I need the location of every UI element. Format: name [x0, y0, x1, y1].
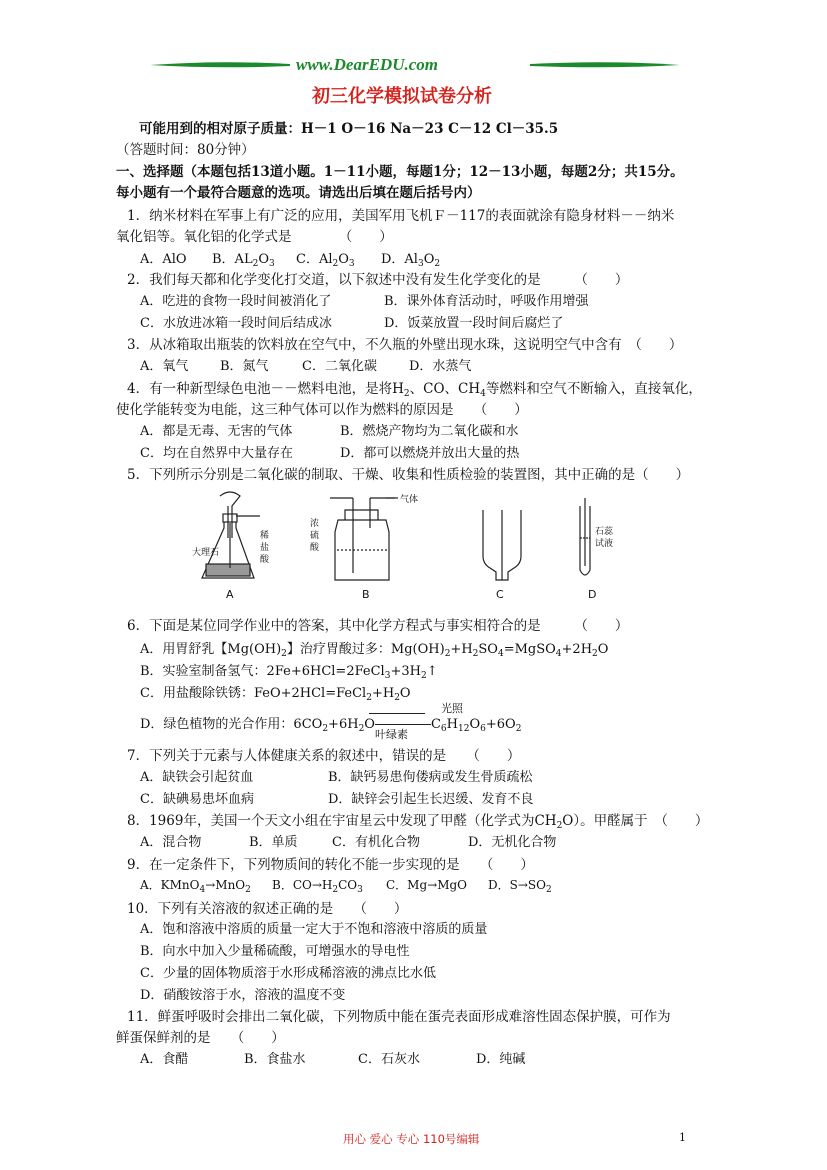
q2-option-c: C．水放进冰箱一段时间后结成冰	[140, 316, 332, 331]
q2-option-d: D．饭菜放置一段时间后腐烂了	[384, 316, 564, 331]
q8-option-c: C．有机化合物	[332, 835, 420, 850]
q10-option-b: B．向水中加入少量稀硫酸，可增强水的导电性	[140, 944, 410, 959]
q11-stem: 11．鲜蛋呼吸时会排出二氧化碳，下列物质中能在蛋壳表面形成难溶性固态保护膜，可作为	[127, 1009, 671, 1025]
label-b: B	[362, 588, 370, 601]
q3-option-c: C．二氧化碳	[302, 359, 377, 374]
q6-option-c: C．用盐酸除铁锈：$FeO+2HCl=FeCl_2+H_2O$	[140, 686, 411, 703]
label-acid-1: 稀	[260, 531, 270, 541]
q3-option-a: A．氧气	[140, 359, 189, 374]
q1-option-a: A．AlO	[140, 252, 187, 267]
q4-option-a: A．都是无毒、无害的气体	[140, 424, 293, 439]
q6-option-b: B．实验室制备氢气：$2Fe+6HCl=2FeCl_3+3H_2↑$	[140, 664, 438, 681]
q7-option-d: D．缺锌会引起生长迟缓、发育不良	[328, 792, 534, 807]
q11-option-d: D．纯碱	[476, 1052, 526, 1067]
q1-stem: 1．纳米材料在军事上有广泛的应用，美国军用飞机Ｆ－117的表面就涂有隐身材料－－纳米	[127, 208, 675, 224]
q1-option-c: C．$Al_2O_3$	[296, 252, 355, 269]
label-litmus-1: 石蕊	[595, 527, 614, 537]
q11-stem-2: 鲜蛋保鲜剂的是 （ ）	[116, 1030, 285, 1046]
q1-option-d: D．$Al_3O_2$	[381, 252, 441, 269]
q4-stem: 4．有一种新型绿色电池－－燃料电池，是将$H_2$、CO、$CH_4$等燃料和空气不断输入，直接氧化，	[127, 381, 702, 399]
section-heading: 一、选择题（本题包括13道小题。1－11小题，每题1分；12－13小题，每题2分；共15分。	[116, 164, 684, 180]
q7-option-b: B．缺钙易患佝偻病或发生骨质疏松	[328, 770, 533, 785]
q5-stem: 5．下列所示分别是二氧化碳的制取、干燥、收集和性质检验的装置图，其中正确的是（ ）	[127, 467, 690, 483]
q4-option-c: C．均在自然界中大量存在	[140, 446, 293, 461]
q9-stem: 9．在一定条件下，下列物质间的转化不能一步实现的是 （ ）	[127, 857, 534, 873]
q8-stem: 8．1969年，美国一个天文小组在宇宙星云中发现了甲醛（化学式为$CH_2O$）。甲醛属于 （ ）	[127, 813, 709, 831]
footer-text: 用心 爱心 专心 110号编辑	[343, 1132, 480, 1146]
q3-option-d: D．水蒸气	[409, 359, 472, 374]
apparatus-a	[202, 492, 260, 578]
label-h2so4-2: 硫	[310, 531, 320, 541]
q7-option-c: C．缺碘易患坏血病	[140, 792, 254, 807]
apparatus-c	[483, 510, 521, 580]
q11-option-c: C．石灰水	[358, 1052, 420, 1067]
site-url: www.DearEDU.com	[296, 55, 438, 74]
q7-stem: 7．下列关于元素与人体健康关系的叙述中，错误的是 （ ）	[127, 748, 521, 764]
q3-option-b: B．氮气	[220, 359, 269, 374]
q1-stem-2: 氧化铝等。氧化铝的化学式是 （ ）	[116, 229, 393, 245]
q4-stem-2: 使化学能转变为电能，这三种气体可以作为燃料的原因是 （ ）	[116, 402, 528, 418]
q10-option-d: D．硝酸铵溶于水，溶液的温度不变	[140, 988, 346, 1003]
apparatus-figure	[190, 488, 640, 608]
q6-option-a: A．用胃舒乳【$Mg(OH)_2$】治疗胃酸过多：$Mg(OH)_2+H_2SO_4=MgSO_4+2H_2O$	[140, 642, 609, 659]
q6-condition-light: 光照	[441, 702, 463, 715]
q9-option-b: B．$CO\to H_2CO_3$	[272, 878, 363, 895]
label-acid-2: 盐	[260, 543, 270, 553]
label-h2so4-1: 浓	[310, 519, 320, 529]
q6-option-d: D．绿色植物的光合作用：$6CO_2+6H_2O$ $C_6H_{12}O_6+6O_2$	[140, 717, 522, 734]
q7-option-a: A．缺铁会引起贫血	[140, 770, 254, 785]
page-title: 初三化学模拟试卷分析	[312, 86, 492, 107]
page-number: 1	[679, 1131, 686, 1144]
label-acid-3: 酸	[260, 555, 270, 565]
q2-stem: 2．我们每天都和化学变化打交道，以下叙述中没有发生化学变化的是 （ ）	[127, 272, 629, 288]
q8-option-b: B．单质	[249, 835, 298, 850]
q1-option-b: B．$AL_2O_3$	[212, 252, 275, 269]
q6-condition-chlorophyll: 叶绿素	[375, 728, 408, 741]
q11-option-a: A．食醋	[140, 1052, 189, 1067]
q10-option-c: C．少量的固体物质溶于水形成稀溶液的沸点比水低	[140, 966, 436, 981]
q2-option-b: B．课外体育活动时，呼吸作用增强	[384, 294, 589, 309]
q9-option-c: C．Mg→MgO	[386, 878, 468, 892]
q8-option-a: A．混合物	[140, 835, 202, 850]
q4-option-d: D．都可以燃烧并放出大量的热	[340, 446, 520, 461]
q9-option-a: A．KMnO$_4$→MnO$_2$	[140, 878, 251, 895]
q9-option-d: D．$S\to SO_2$	[488, 878, 552, 895]
apparatus-b	[330, 498, 395, 580]
q3-stem: 3．从冰箱取出瓶装的饮料放在空气中，不久瓶的外壁出现水珠，这说明空气中含有 （ ）	[127, 337, 683, 353]
q11-option-b: B．食盐水	[244, 1052, 306, 1067]
label-h2so4-3: 酸	[310, 543, 320, 553]
label-gas: 气体	[400, 495, 419, 505]
q6-stem: 6．下面是某位同学作业中的答案，其中化学方程式与事实相符合的是 （ ）	[127, 618, 629, 634]
label-litmus-2: 试液	[595, 539, 614, 549]
q2-option-a: A．吃进的食物一段时间被消化了	[140, 294, 332, 309]
apparatus-d	[580, 498, 590, 575]
atomic-masses: 可能用到的相对原子质量：H－1 O－16 Na－23 C－12 Cl－35.5	[139, 121, 559, 137]
label-c: C	[496, 588, 504, 601]
label-a: A	[226, 588, 234, 601]
section-instructions: 每小题有一个最符合题意的选项。请选出后填在题后括号内）	[116, 185, 481, 201]
label-d: D	[588, 588, 597, 601]
answer-time: （答题时间：80分钟）	[116, 142, 255, 158]
q10-option-a: A．饱和溶液中溶质的质量一定大于不饱和溶液中溶质的质量	[140, 922, 488, 937]
q4-option-b: B．燃烧产物均为二氧化碳和水	[340, 424, 519, 439]
label-marble: 大理石	[192, 548, 220, 558]
q10-stem: 10．下列有关溶液的叙述正确的是 （ ）	[127, 901, 408, 917]
q8-option-d: D．无机化合物	[468, 835, 557, 850]
